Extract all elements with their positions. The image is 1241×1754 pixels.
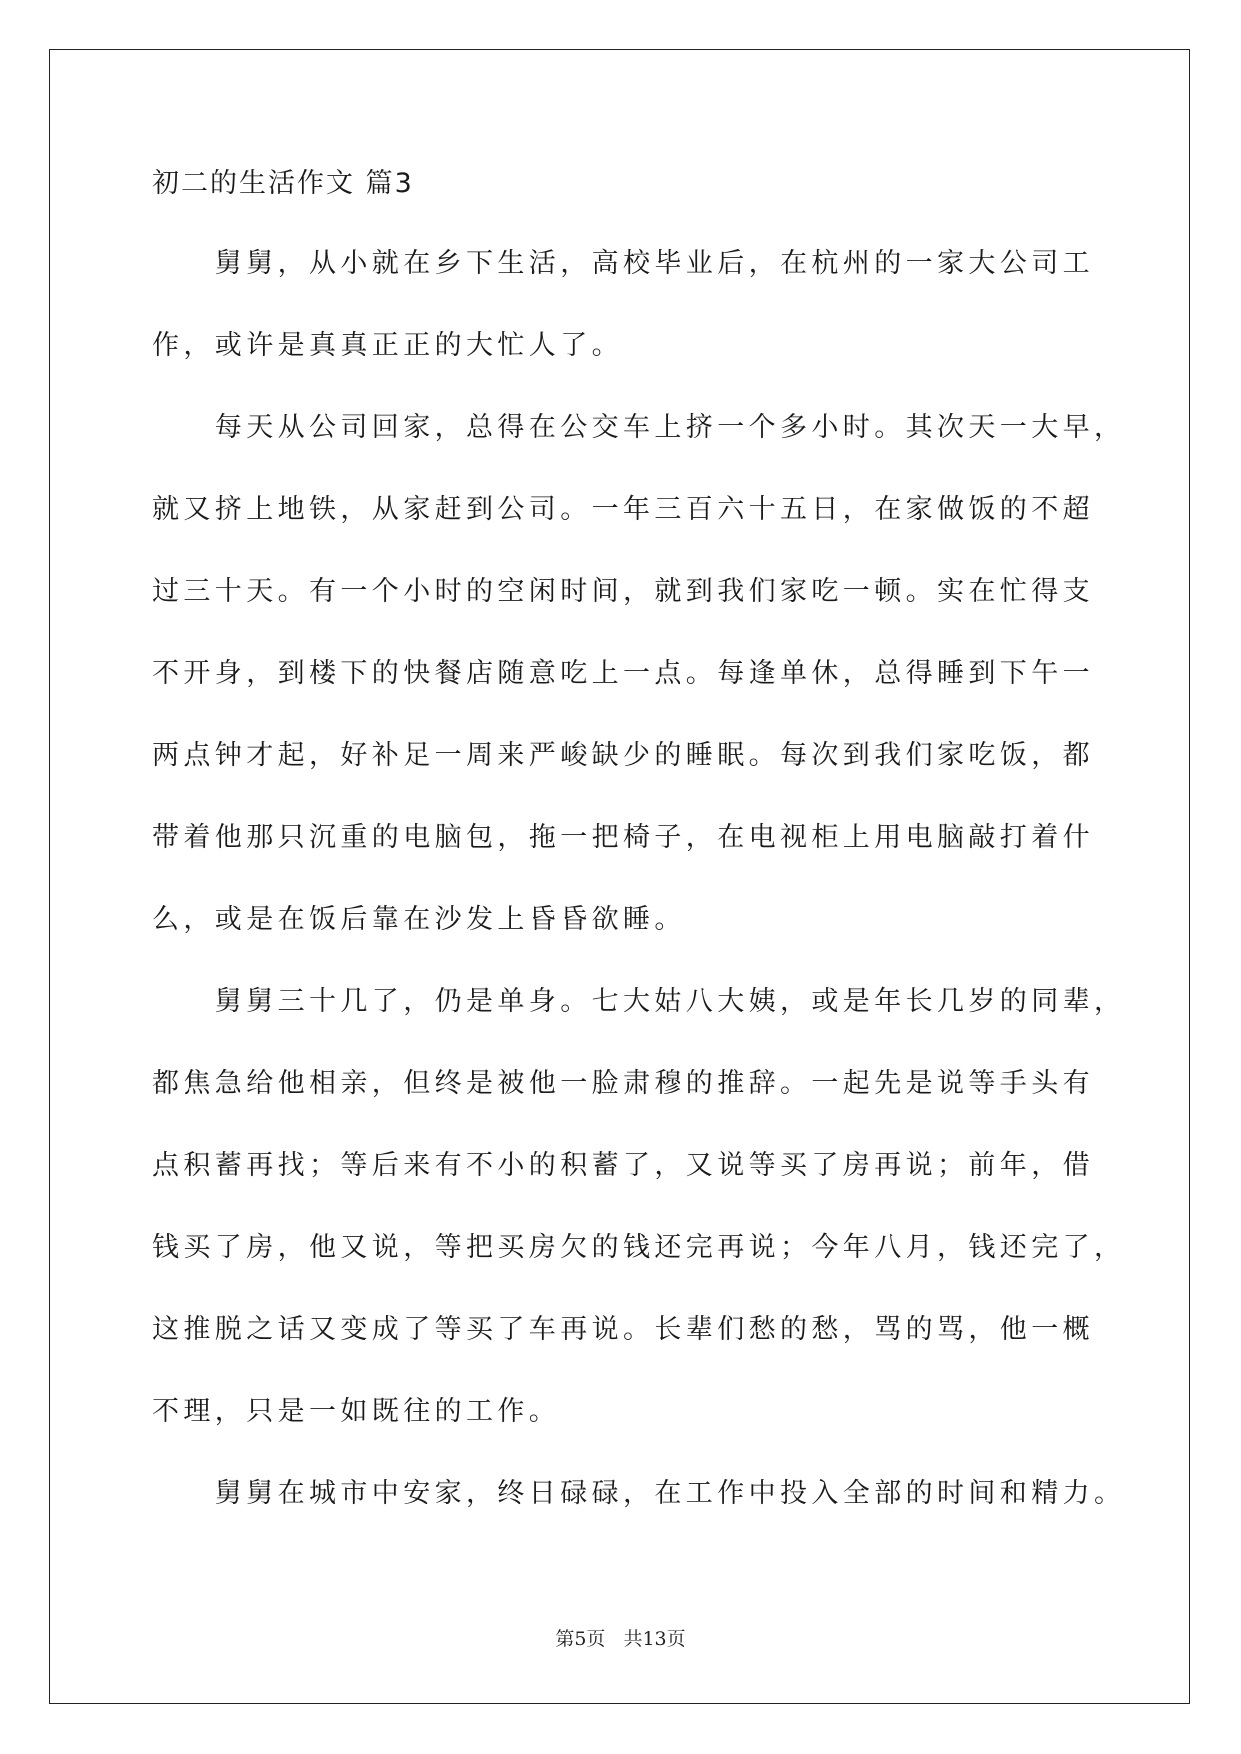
text-line: 两点钟才起，好补足一周来严峻缺少的睡眠。每次到我们家吃饭，都	[152, 740, 1094, 771]
text-line: 钱买了房，他又说，等把买房欠的钱还完再说；今年八月，钱还完了，	[152, 1232, 1126, 1263]
text-line: 都焦急给他相亲，但终是被他一脸肃穆的推辞。一起先是说等手头有	[152, 1068, 1094, 1099]
page-number: 第5页	[555, 1628, 606, 1650]
paragraph-2	[152, 387, 1126, 961]
essay-title: 初二的生活作文 篇3	[152, 168, 414, 199]
text-line: 么，或是在饭后靠在沙发上昏昏欲睡。	[152, 904, 686, 935]
document-body	[152, 164, 1126, 1535]
text-line: 这推脱之话又变成了等买了车再说。长辈们愁的愁，骂的骂，他一概	[152, 1314, 1094, 1345]
page-footer	[0, 1624, 1241, 1651]
paragraph-3	[152, 961, 1126, 1453]
text-line: 点积蓄再找；等后来有不小的积蓄了，又说等买了房再说；前年，借	[152, 1150, 1094, 1181]
text-line: 舅舅三十几了，仍是单身。七大姑八大姨，或是年长几岁的同辈，	[152, 986, 1126, 1017]
text-line: 带着他那只沉重的电脑包，拖一把椅子，在电视柜上用电脑敲打着什	[152, 822, 1094, 853]
text-line: 每天从公司回家，总得在公交车上挤一个多小时。其次天一大早，	[152, 412, 1126, 443]
text-line: 过三十天。有一个小时的空闲时间，就到我们家吃一顿。实在忙得支	[152, 576, 1094, 607]
paragraph-4	[152, 1453, 1126, 1535]
text-line: 不开身，到楼下的快餐店随意吃上一点。每逢单休，总得睡到下午一	[152, 658, 1094, 689]
text-line: 作，或许是真真正正的大忙人了。	[152, 330, 623, 361]
text-line: 舅舅，从小就在乡下生活，高校毕业后，在杭州的一家大公司工	[152, 248, 1094, 279]
page-total: 共13页	[623, 1628, 686, 1650]
text-line: 不理，只是一如既往的工作。	[152, 1396, 561, 1427]
text-line: 舅舅在城市中安家，终日碌碌，在工作中投入全部的时间和精力。	[152, 1478, 1126, 1509]
text-line: 就又挤上地铁，从家赶到公司。一年三百六十五日，在家做饭的不超	[152, 494, 1094, 525]
paragraph-1	[152, 223, 1098, 387]
